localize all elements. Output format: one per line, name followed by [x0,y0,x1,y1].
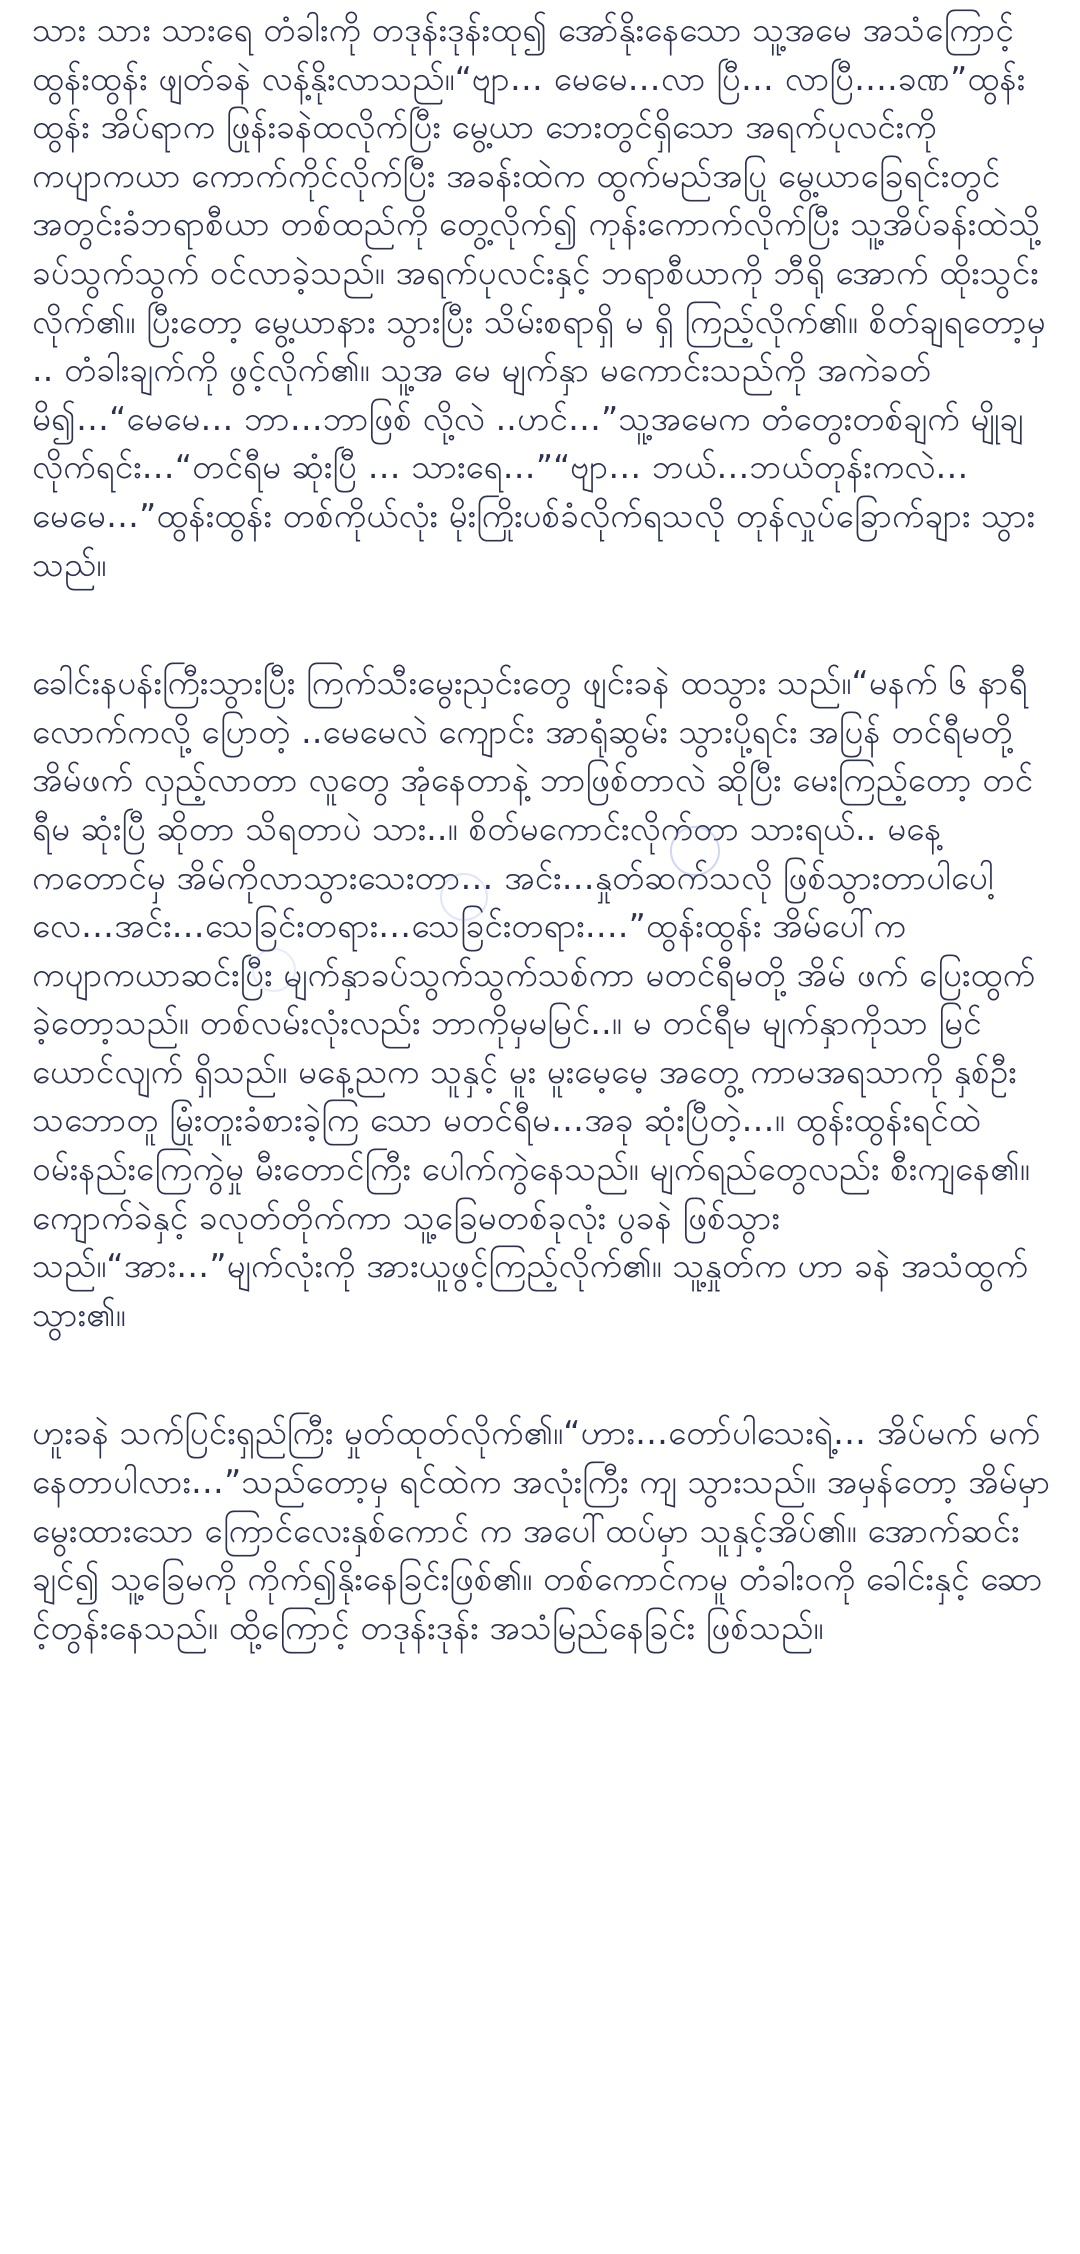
paragraph-3: ဟူးခနဲ သက်ပြင်းရှည်ကြီး မှုတ်ထုတ်လိုက်၏။“ဟား…တော်ပါသေးရဲ့… အိပ်မက် မက်နေတာပါလား…”သည်တော့မှ ရင်ထဲက အလုံးကြီး ကျ သွားသည်။ အမှန်တော့ အိမ်မှာမွေးထားသော ကြောင်လေးနှစ်ကောင် က အပေါ်ထပ်မှာ သူနှင့်အိပ်၏။ အောက်ဆင်းချင်၍ သူ့ခြေမကို ကိုက်၍နိုးနေခြင်းဖြစ်၏။ တစ်ကောင်ကမူ တံခါးဝကို ခေါင်းနှင့် ဆော င့်တွန်းနေသည်။ ထို့ကြောင့် တဒုန်းဒုန်း အသံမြည်နေခြင်း ဖြစ်သည်။ [32,1413,1051,1647]
paragraph-1: သား သား သားရေ တံခါးကို တဒုန်းဒုန်းထု၍ အော်နိုးနေသော သူ့အမေ အသံကြောင့် ထွန်းထွန်း ဖျတ်ခနဲ လန့်နိုးလာသည်။“ဗျာ… မေမေ…လာ ပြီ… လာပြီ….ခဏ”ထွန်းထွန်း အိပ်ရာက ဖြုန်းခနဲထလိုက်ပြီး မွေ့ယာ ဘေးတွင်ရှိသော အရက်ပုလင်းကို ကပျာကယာ ကောက်ကိုင်လိုက်ပြီး အခန်းထဲက ထွက်မည်အပြု မွေ့ယာခြေရင်းတွင် အတွင်းခံဘရာစီယာ တစ်ထည်ကို တွေ့လိုက်၍ ကုန်းကောက်လိုက်ပြီး သူ့အိပ်ခန်းထဲသို့ ခပ်သွက်သွက် ဝင်လာခဲ့သည်။ အရက်ပုလင်းနှင့် ဘရာစီယာကို ဘီရို အောက် ထိုးသွင်းလိုက်၏။ ပြီးတော့ မွေ့ယာနား သွားပြီး သိမ်းစရာရှိ မ ရှိ ကြည့်လိုက်၏။ စိတ်ချရတော့မှ .. တံခါးချက်ကို ဖွင့်လိုက်၏။ သူ့အ မေ မျက်နှာ မကောင်းသည်ကို အကဲခတ်မိ၍…“မေမေ… ဘာ…ဘာဖြစ် လို့လဲ ..ဟင်…”သူ့အမေက တံတွေးတစ်ချက် မျိုချလိုက်ရင်း…“တင်ရီမ ဆုံးပြီ … သားရေ…”“ဗျာ… ဘယ်…ဘယ်တုန်းကလဲ…မေမေ…”ထွန်းထွန်း တစ်ကိုယ်လုံး မိုးကြိုးပစ်ခံလိုက်ရသလို တုန်လှုပ်ခြောက်ချား သွား သည်။ [32,10,1046,584]
paragraph-2: ခေါင်းနပန်းကြီးသွားပြီး ကြက်သီးမွေးညှင်းတွေ ဖျင်းခနဲ ထသွား သည်။“မနက် ၆ နာရီလောက်ကလို့ ပြောတဲ့ ..မေမေလဲ ကျောင်း အာရုံဆွမ်း သွားပို့ရင်း အပြန် တင်ရီမတို့ အိမ်ဖက် လှည့်လာတာ လူတွေ အုံနေတာနဲ့ ဘာဖြစ်တာလဲ ဆိုပြီး မေးကြည့်တော့ တင်ရီမ ဆုံးပြီ ဆိုတာ သိရတာပဲ သား..။ စိတ်မကောင်းလိုက်တာ သားရယ်.. မနေ့ကတောင်မှ အိမ်ကိုလာသွားသေးတာ… အင်း…နှုတ်ဆက်သလို ဖြစ်သွားတာပါပေါ့ လေ…အင်း…သေခြင်းတရား…သေခြင်းတရား….”ထွန်းထွန်း အိမ်ပေါ်က ကပျာကယာဆင်းပြီး မျက်နှာခပ်သွက်သွက်သစ်ကာ မတင်ရီမတို့ အိမ် ဖက် ပြေးထွက်ခဲ့တော့သည်။ တစ်လမ်းလုံးလည်း ဘာကိုမှမမြင်..။ မ တင်ရီမ မျက်နှာကိုသာ မြင်ယောင်လျက် ရှိသည်။ မနေ့ညက သူနှင့် မူး မူးမေ့မေ့ အတွေ့ ကာမအရသာကို နှစ်ဦးသဘောတူ မြုံးတူးခံစားခဲ့ကြ သော မတင်ရီမ…အခု ဆုံးပြီတဲ့…။ ထွန်းထွန်းရင်ထဲ ဝမ်းနည်းကြေကွဲမှု မီးတောင်ကြီး ပေါက်ကွဲနေသည်။ မျက်ရည်တွေလည်း စီးကျနေ၏။ ကျောက်ခဲနှင့် ခလုတ်တိုက်ကာ သူ့ခြေမတစ်ခုလုံး ပွခနဲ ဖြစ်သွား သည်။“အား…”မျက်လုံးကို အားယူဖွင့်ကြည့်လိုက်၏။ သူ့နှုတ်က ဟာ ခနဲ အသံထွက်သွား၏။ [32,663,1036,1334]
article-body [32,0,1052,1722]
